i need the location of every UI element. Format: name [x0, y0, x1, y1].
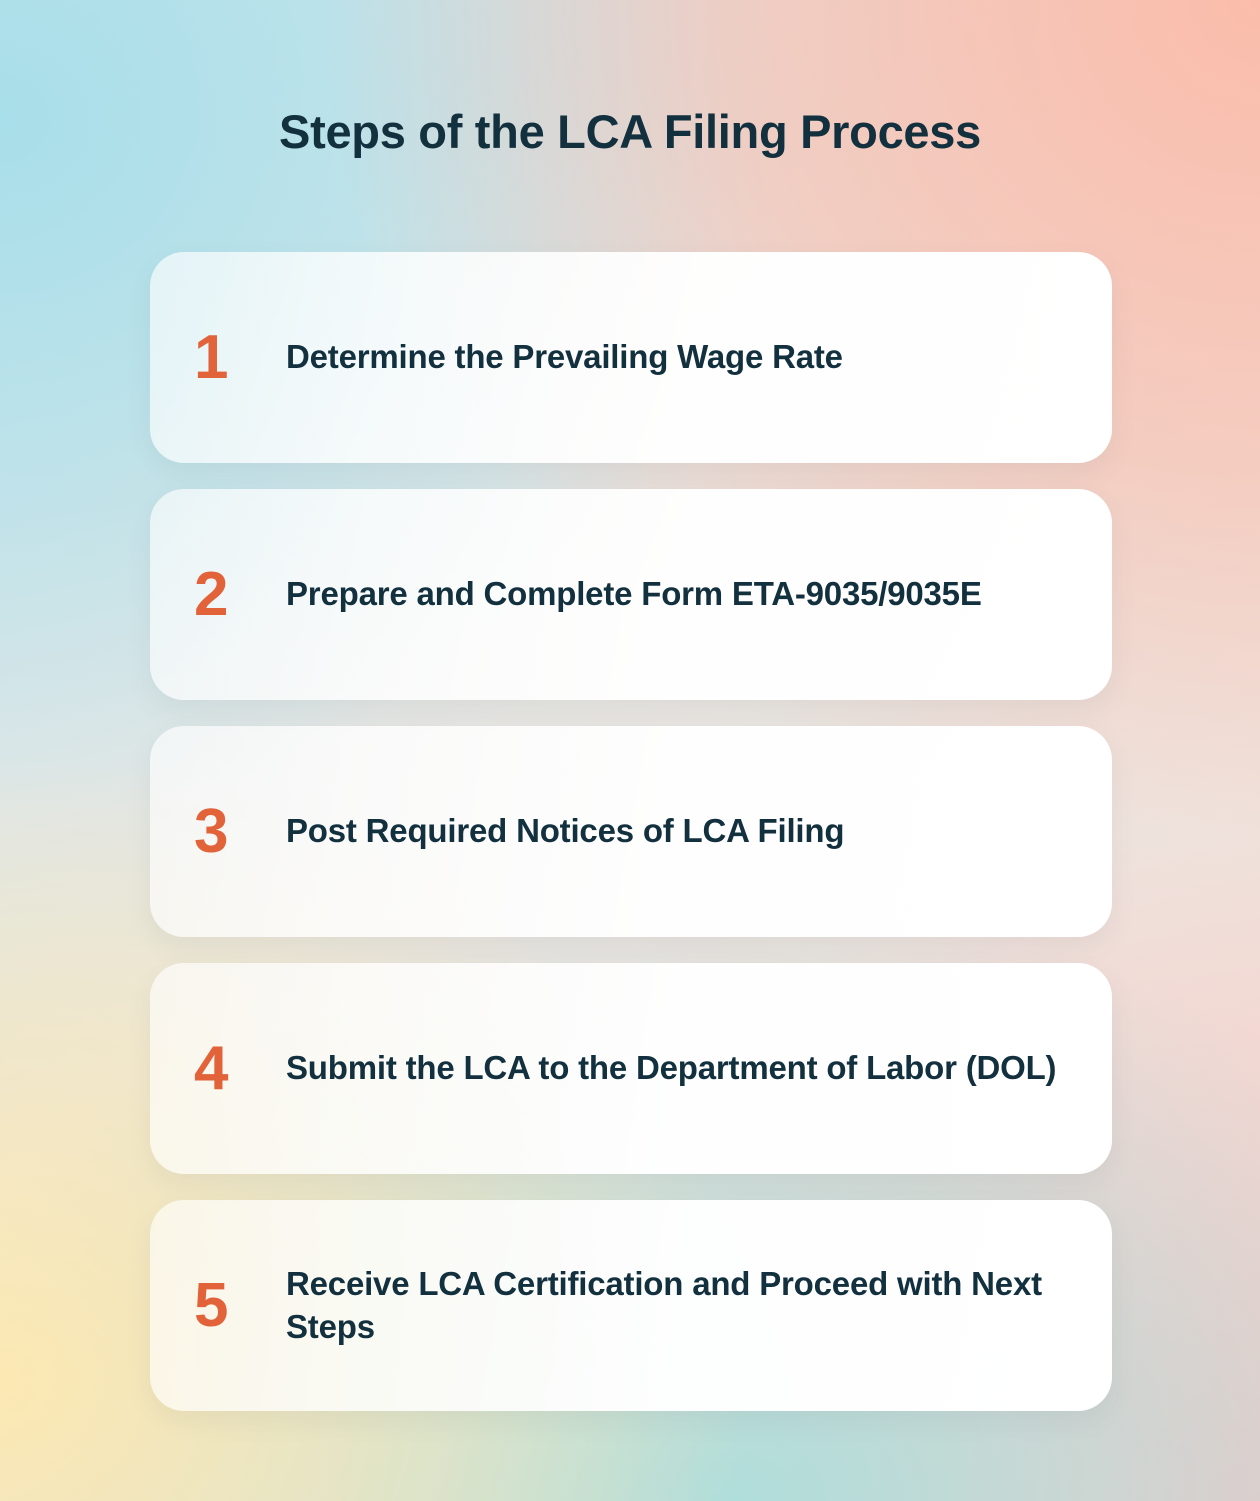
step-number: 5 — [194, 1270, 229, 1340]
step-label: Submit the LCA to the Department of Labor (DOL) — [286, 1049, 1057, 1087]
step-number: 3 — [194, 796, 229, 866]
step-label: Prepare and Complete Form ETA-9035/9035E — [286, 575, 982, 613]
step-number: 1 — [194, 322, 229, 392]
page-title: Steps of the LCA Filing Process — [279, 105, 981, 158]
step-label: Determine the Prevailing Wage Rate — [286, 338, 843, 376]
list-item — [150, 1200, 1112, 1411]
list-item — [150, 726, 1112, 937]
list-item — [150, 963, 1112, 1174]
step-number: 2 — [194, 559, 229, 629]
steps-list — [150, 252, 1112, 1411]
list-item — [150, 489, 1112, 700]
step-label: Post Required Notices of LCA Filing — [286, 812, 845, 850]
step-number: 4 — [194, 1033, 229, 1103]
list-item — [150, 252, 1112, 463]
step-label: Receive LCA Certification and Proceed with Next Steps — [286, 1264, 1042, 1345]
